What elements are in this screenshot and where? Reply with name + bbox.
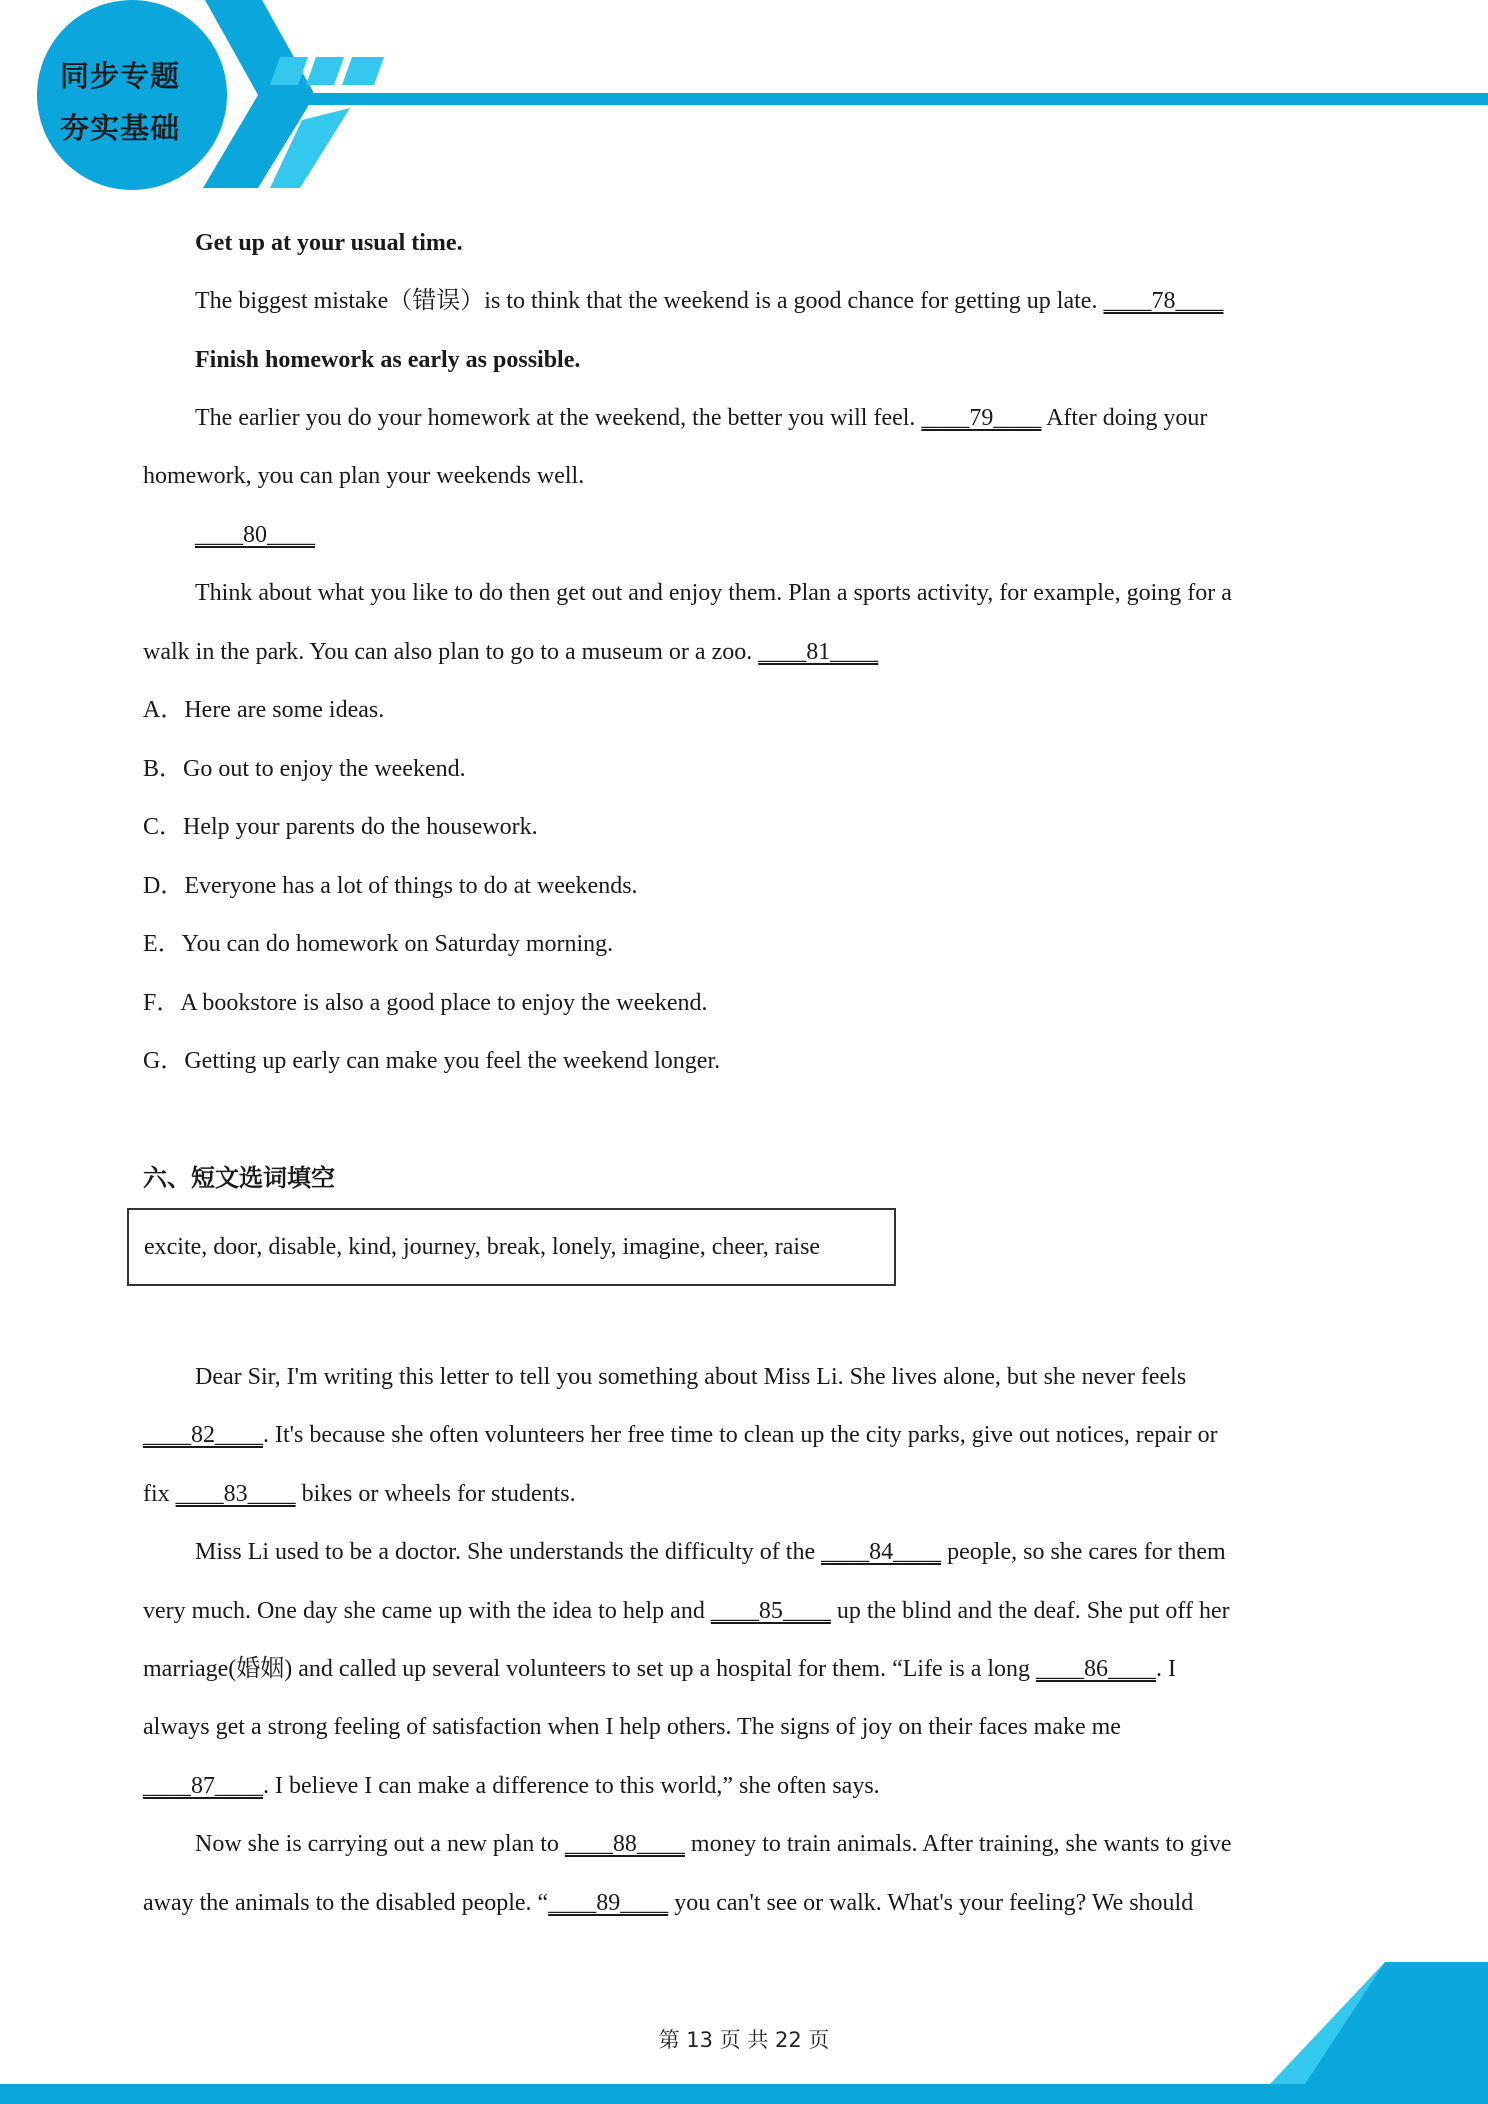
- paragraph-text: Now she is carrying out a new plan to: [195, 1831, 565, 1857]
- answer-blank-86: ____86____: [1036, 1656, 1157, 1682]
- option-g: G．Getting up early can make you feel the weekend longer.: [143, 1048, 721, 1074]
- answer-blank-83: ____83____: [175, 1481, 296, 1507]
- paragraph-text: The earlier you do your homework at the weekend, the better you will feel.: [195, 405, 922, 431]
- reading-paragraph-3: [195, 520, 315, 550]
- paragraph-text: marriage(婚姻) and called up several volunteers to set up a hospital for them. “Life is a long: [143, 1656, 1037, 1682]
- word-bank-box: [127, 1208, 896, 1286]
- passage-p1-line1: Dear Sir, I'm writing this letter to tell you something about Miss Li. She lives alone, but she never feels: [195, 1364, 1187, 1390]
- paragraph-text: fix: [143, 1481, 176, 1507]
- option-c: C．Help your parents do the housework.: [143, 814, 538, 840]
- paragraph-text: money to train animals. After training, she wants to give: [684, 1831, 1232, 1857]
- header-parallelogram-3: [342, 57, 384, 85]
- answer-blank-84: ____84____: [821, 1539, 942, 1565]
- answer-blank-82: ____82____: [143, 1422, 263, 1448]
- page-number: 第 13 页 共 22 页: [658, 2028, 830, 2052]
- answer-blank-85: ____85____: [710, 1598, 831, 1624]
- header-badge-line1: 同步专题: [59, 59, 180, 93]
- reading-heading-1: Get up at your usual time.: [195, 230, 463, 256]
- passage-p2-line1: [195, 1537, 1226, 1567]
- paragraph-text: away the animals to the disabled people. “: [143, 1890, 549, 1916]
- answer-blank-78: ____78____: [1103, 288, 1224, 314]
- passage-p2-line4: always get a strong feeling of satisfaction when I help others. The signs of joy on their faces make me: [143, 1714, 1121, 1740]
- paragraph-text: After doing your: [1041, 405, 1208, 431]
- answer-blank-81: ____81____: [758, 639, 879, 665]
- option-f: F．A bookstore is also a good place to enjoy the weekend.: [143, 990, 708, 1016]
- option-a: A．Here are some ideas.: [143, 697, 385, 723]
- reading-paragraph-2-line1: [195, 403, 1207, 433]
- passage-p2-line5: [143, 1771, 880, 1801]
- paragraph-text: very much. One day she came up with the idea to help and: [143, 1598, 711, 1624]
- answer-blank-79: ____79____: [921, 405, 1042, 431]
- word-bank-text: excite, door, disable, kind, journey, break, lonely, imagine, cheer, raise: [144, 1234, 821, 1260]
- answer-blank-88: ____88____: [564, 1831, 685, 1857]
- passage-p1-line2: [143, 1420, 1218, 1450]
- footer-rule: [0, 2084, 1488, 2104]
- answer-blank-89: ____89____: [548, 1890, 669, 1916]
- header-rule: [292, 93, 1488, 105]
- paragraph-text: . It's because she often volunteers her free time to clean up the city parks, give out notices, repair or: [263, 1422, 1218, 1448]
- option-b: B．Go out to enjoy the weekend.: [143, 756, 466, 782]
- header-banner: [0, 0, 1488, 200]
- header-badge-line2: 夯实基础: [59, 111, 180, 145]
- reading-heading-2: Finish homework as early as possible.: [195, 347, 581, 373]
- answer-blank-80: ____80____: [195, 522, 315, 548]
- reading-paragraph-1: [195, 286, 1223, 316]
- paragraph-text: Miss Li used to be a doctor. She understands the difficulty of the: [195, 1539, 822, 1565]
- passage-p3-line2: [143, 1888, 1193, 1918]
- passage-p1-line3: [143, 1479, 576, 1509]
- passage-p3-line1: [195, 1829, 1231, 1859]
- paragraph-text: . I: [1156, 1656, 1177, 1682]
- reading-paragraph-4-line1: Think about what you like to do then get out and enjoy them. Plan a sports activity, for example, going for a: [195, 580, 1232, 606]
- header-parallelogram-2: [306, 57, 344, 85]
- paragraph-text: The biggest mistake（错误）is to think that the weekend is a good chance for getting up late.: [195, 288, 1104, 314]
- paragraph-text: bikes or wheels for students.: [295, 1481, 576, 1507]
- header-badge-circle: [37, 0, 227, 190]
- option-e: E．You can do homework on Saturday morning.: [143, 931, 614, 957]
- answer-blank-87: ____87____: [143, 1773, 263, 1799]
- passage-p2-line3: [143, 1654, 1176, 1684]
- paragraph-text: . I believe I can make a difference to this world,” she often says.: [263, 1773, 880, 1799]
- paragraph-text: walk in the park. You can also plan to go to a museum or a zoo.: [143, 639, 759, 665]
- option-d: D．Everyone has a lot of things to do at weekends.: [143, 873, 638, 899]
- paragraph-text: people, so she cares for them: [941, 1539, 1226, 1565]
- paragraph-text: you can't see or walk. What's your feeling? We should: [668, 1890, 1194, 1916]
- reading-paragraph-4-line2: [143, 637, 878, 667]
- section-title: 六、短文选词填空: [143, 1164, 335, 1192]
- passage-p2-line2: [143, 1596, 1230, 1626]
- reading-paragraph-2-line2: homework, you can plan your weekends well.: [143, 463, 585, 489]
- paragraph-text: up the blind and the deaf. She put off her: [830, 1598, 1230, 1624]
